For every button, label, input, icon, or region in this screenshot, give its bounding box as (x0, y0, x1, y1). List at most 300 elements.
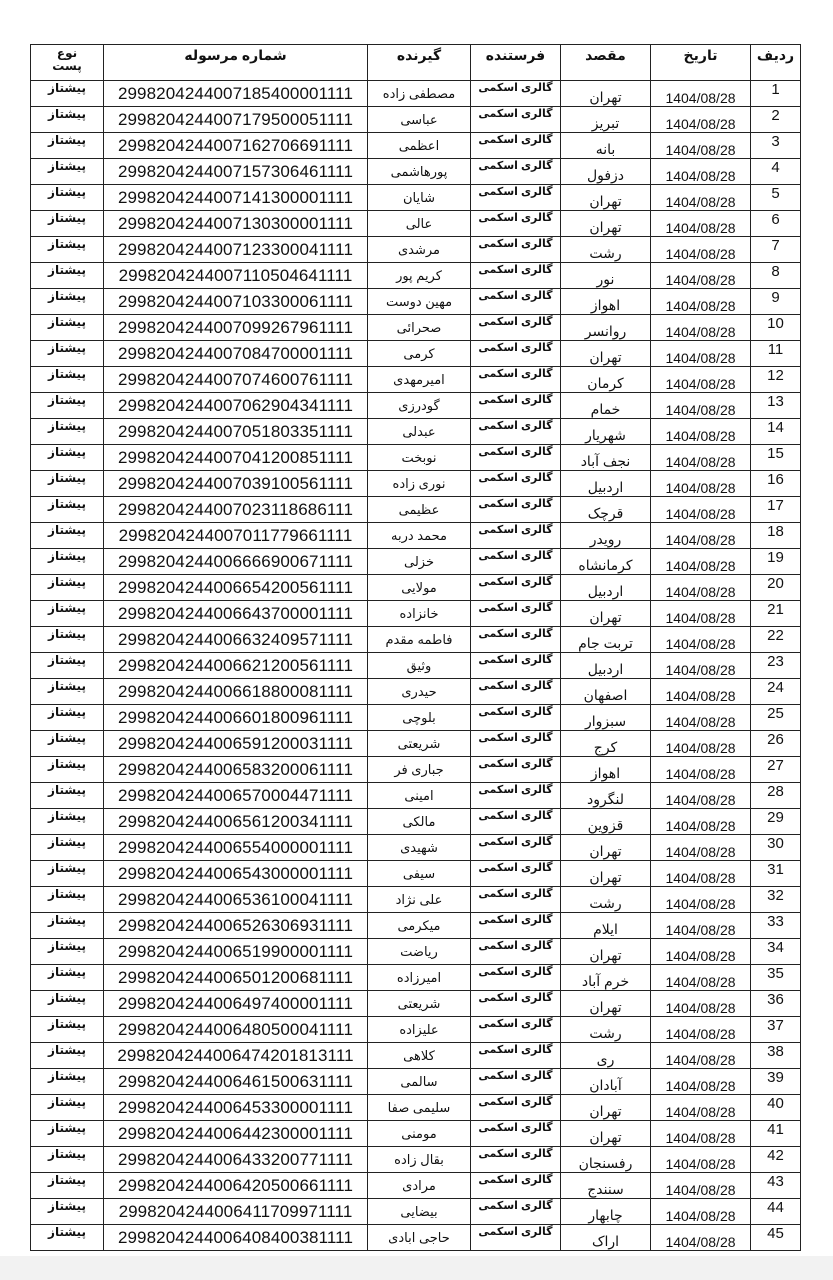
tracking-number-cell: 2998204244007062904341111 (104, 393, 368, 419)
row-number-cell: 33 (751, 913, 801, 939)
row-number-cell: 25 (751, 705, 801, 731)
sender-cell: گالری اسکمی (471, 913, 561, 939)
destination-cell: تهران (561, 1121, 651, 1147)
row-number-cell: 28 (751, 783, 801, 809)
row-number-cell: 15 (751, 445, 801, 471)
tracking-number-cell: 2998204244006570004471111 (104, 783, 368, 809)
row-number-cell: 2 (751, 107, 801, 133)
table-row (31, 757, 801, 783)
recipient-cell: فاطمه مقدم (368, 627, 471, 653)
tracking-number-cell: 2998204244006453300001111 (104, 1095, 368, 1121)
table-row (31, 81, 801, 107)
recipient-cell: بلوچی (368, 705, 471, 731)
post-type-cell: پیشتاز (31, 705, 104, 731)
tracking-number-cell: 2998204244006497400001111 (104, 991, 368, 1017)
date-cell: 1404/08/28 (651, 211, 751, 237)
post-type-cell: پیشتاز (31, 627, 104, 653)
table-row (31, 705, 801, 731)
post-type-cell: پیشتاز (31, 445, 104, 471)
destination-cell: اهواز (561, 757, 651, 783)
date-cell: 1404/08/28 (651, 341, 751, 367)
sender-cell: گالری اسکمی (471, 1017, 561, 1043)
row-number-cell: 37 (751, 1017, 801, 1043)
row-number-cell: 35 (751, 965, 801, 991)
row-number-cell: 43 (751, 1173, 801, 1199)
table-row (31, 1173, 801, 1199)
post-type-cell: پیشتاز (31, 1173, 104, 1199)
post-type-cell: پیشتاز (31, 523, 104, 549)
recipient-cell: مالکی (368, 809, 471, 835)
sender-cell: گالری اسکمی (471, 757, 561, 783)
table-row (31, 523, 801, 549)
tracking-number-cell: 2998204244006536100041111 (104, 887, 368, 913)
table-row (31, 679, 801, 705)
row-number-cell: 32 (751, 887, 801, 913)
post-type-cell: پیشتاز (31, 367, 104, 393)
destination-cell: اصفهان (561, 679, 651, 705)
post-type-cell: پیشتاز (31, 1225, 104, 1251)
post-type-cell: پیشتاز (31, 341, 104, 367)
sender-cell: گالری اسکمی (471, 1095, 561, 1121)
destination-cell: رفسنجان (561, 1147, 651, 1173)
header-row (31, 45, 801, 81)
tracking-number-cell: 2998204244006501200681111 (104, 965, 368, 991)
recipient-cell: سیفی (368, 861, 471, 887)
table-row (31, 1017, 801, 1043)
date-cell: 1404/08/28 (651, 1069, 751, 1095)
tracking-number-cell: 2998204244006591200031111 (104, 731, 368, 757)
table-row (31, 965, 801, 991)
sender-cell: گالری اسکمی (471, 445, 561, 471)
tracking-number-cell: 2998204244006420500661111 (104, 1173, 368, 1199)
table-row (31, 601, 801, 627)
destination-cell: چابهار (561, 1199, 651, 1225)
sender-cell: گالری اسکمی (471, 1173, 561, 1199)
recipient-cell: مومنی (368, 1121, 471, 1147)
sender-cell: گالری اسکمی (471, 393, 561, 419)
date-cell: 1404/08/28 (651, 445, 751, 471)
sender-cell: گالری اسکمی (471, 497, 561, 523)
sender-cell: گالری اسکمی (471, 965, 561, 991)
tracking-number-cell: 2998204244006666900671111 (104, 549, 368, 575)
row-number-cell: 13 (751, 393, 801, 419)
post-type-cell: پیشتاز (31, 1043, 104, 1069)
destination-cell: تهران (561, 861, 651, 887)
date-cell: 1404/08/28 (651, 263, 751, 289)
sender-cell: گالری اسکمی (471, 1225, 561, 1251)
table-row (31, 861, 801, 887)
destination-cell: ری (561, 1043, 651, 1069)
post-type-cell: پیشتاز (31, 549, 104, 575)
post-type-cell: پیشتاز (31, 1121, 104, 1147)
recipient-cell: امیرزاده (368, 965, 471, 991)
destination-cell: نجف آباد (561, 445, 651, 471)
destination-cell: تهران (561, 1095, 651, 1121)
sender-cell: گالری اسکمی (471, 237, 561, 263)
recipient-cell: ریاضت (368, 939, 471, 965)
post-type-cell: پیشتاز (31, 289, 104, 315)
tracking-number-cell: 2998204244007041200851111 (104, 445, 368, 471)
recipient-cell: عالی (368, 211, 471, 237)
post-type-cell: پیشتاز (31, 601, 104, 627)
table-row (31, 289, 801, 315)
table-row (31, 1069, 801, 1095)
date-cell: 1404/08/28 (651, 315, 751, 341)
sender-cell: گالری اسکمی (471, 159, 561, 185)
sender-cell: گالری اسکمی (471, 315, 561, 341)
sender-cell: گالری اسکمی (471, 1043, 561, 1069)
date-cell: 1404/08/28 (651, 1043, 751, 1069)
date-cell: 1404/08/28 (651, 601, 751, 627)
table-row (31, 887, 801, 913)
post-type-cell: پیشتاز (31, 757, 104, 783)
post-type-cell: پیشتاز (31, 1147, 104, 1173)
destination-cell: ایلام (561, 913, 651, 939)
recipient-cell: میکرمی (368, 913, 471, 939)
tracking-number-cell: 2998204244007141300001111 (104, 185, 368, 211)
header-row-number: ردیف (751, 45, 801, 81)
recipient-cell: حاجی ابادی (368, 1225, 471, 1251)
header-sender: فرستنده (471, 45, 561, 81)
tracking-number-cell: 2998204244006583200061111 (104, 757, 368, 783)
post-type-cell: پیشتاز (31, 887, 104, 913)
destination-cell: اردبیل (561, 653, 651, 679)
row-number-cell: 22 (751, 627, 801, 653)
header-destination: مقصد (561, 45, 651, 81)
row-number-cell: 40 (751, 1095, 801, 1121)
row-number-cell: 23 (751, 653, 801, 679)
row-number-cell: 42 (751, 1147, 801, 1173)
tracking-number-cell: 2998204244007157306461111 (104, 159, 368, 185)
recipient-cell: شایان (368, 185, 471, 211)
recipient-cell: خزلی (368, 549, 471, 575)
date-cell: 1404/08/28 (651, 835, 751, 861)
post-type-cell: پیشتاز (31, 835, 104, 861)
tracking-number-cell: 2998204244007179500051111 (104, 107, 368, 133)
header-recipient: گیرنده (368, 45, 471, 81)
recipient-cell: پورهاشمی (368, 159, 471, 185)
tracking-number-cell: 2998204244006621200561111 (104, 653, 368, 679)
recipient-cell: گودرزی (368, 393, 471, 419)
recipient-cell: وثیق (368, 653, 471, 679)
table-body (31, 81, 801, 1251)
date-cell: 1404/08/28 (651, 887, 751, 913)
date-cell: 1404/08/28 (651, 653, 751, 679)
table-row (31, 445, 801, 471)
post-type-cell: پیشتاز (31, 731, 104, 757)
destination-cell: رشت (561, 1017, 651, 1043)
table-row (31, 497, 801, 523)
sender-cell: گالری اسکمی (471, 471, 561, 497)
date-cell: 1404/08/28 (651, 965, 751, 991)
date-cell: 1404/08/28 (651, 367, 751, 393)
sender-cell: گالری اسکمی (471, 107, 561, 133)
table-row (31, 341, 801, 367)
row-number-cell: 27 (751, 757, 801, 783)
destination-cell: اردبیل (561, 575, 651, 601)
recipient-cell: شریعتی (368, 731, 471, 757)
header-post-type-line2: پست (52, 59, 82, 73)
row-number-cell: 3 (751, 133, 801, 159)
header-date: تاریخ (651, 45, 751, 81)
sender-cell: گالری اسکمی (471, 627, 561, 653)
shipment-table (30, 44, 801, 1251)
tracking-number-cell: 2998204244006442300001111 (104, 1121, 368, 1147)
sender-cell: گالری اسکمی (471, 1199, 561, 1225)
sender-cell: گالری اسکمی (471, 185, 561, 211)
post-type-cell: پیشتاز (31, 393, 104, 419)
row-number-cell: 6 (751, 211, 801, 237)
date-cell: 1404/08/28 (651, 81, 751, 107)
sender-cell: گالری اسکمی (471, 1147, 561, 1173)
recipient-cell: کرمی (368, 341, 471, 367)
sender-cell: گالری اسکمی (471, 887, 561, 913)
sender-cell: گالری اسکمی (471, 679, 561, 705)
recipient-cell: امیرمهدی (368, 367, 471, 393)
recipient-cell: جباری فر (368, 757, 471, 783)
table-row (31, 185, 801, 211)
row-number-cell: 18 (751, 523, 801, 549)
sender-cell: گالری اسکمی (471, 835, 561, 861)
recipient-cell: مهین دوست (368, 289, 471, 315)
destination-cell: تربت جام (561, 627, 651, 653)
date-cell: 1404/08/28 (651, 419, 751, 445)
header-post-type-line1: نوع (56, 46, 78, 60)
table-row (31, 1095, 801, 1121)
date-cell: 1404/08/28 (651, 1225, 751, 1251)
destination-cell: اردبیل (561, 471, 651, 497)
recipient-cell: نوری زاده (368, 471, 471, 497)
sender-cell: گالری اسکمی (471, 861, 561, 887)
sender-cell: گالری اسکمی (471, 289, 561, 315)
recipient-cell: اعظمی (368, 133, 471, 159)
destination-cell: رشت (561, 887, 651, 913)
sender-cell: گالری اسکمی (471, 939, 561, 965)
post-type-cell: پیشتاز (31, 133, 104, 159)
date-cell: 1404/08/28 (651, 705, 751, 731)
sender-cell: گالری اسکمی (471, 783, 561, 809)
tracking-number-cell: 2998204244006632409571111 (104, 627, 368, 653)
recipient-cell: امینی (368, 783, 471, 809)
destination-cell: تهران (561, 835, 651, 861)
page-bottom-margin (0, 1256, 833, 1280)
destination-cell: دزفول (561, 159, 651, 185)
sender-cell: گالری اسکمی (471, 419, 561, 445)
destination-cell: روانسر (561, 315, 651, 341)
recipient-cell: کریم پور (368, 263, 471, 289)
destination-cell: رشت (561, 237, 651, 263)
date-cell: 1404/08/28 (651, 159, 751, 185)
post-type-cell: پیشتاز (31, 575, 104, 601)
date-cell: 1404/08/28 (651, 783, 751, 809)
destination-cell: بانه (561, 133, 651, 159)
table-row (31, 471, 801, 497)
table-row (31, 315, 801, 341)
row-number-cell: 31 (751, 861, 801, 887)
post-type-cell: پیشتاز (31, 263, 104, 289)
row-number-cell: 5 (751, 185, 801, 211)
sender-cell: گالری اسکمی (471, 705, 561, 731)
row-number-cell: 19 (751, 549, 801, 575)
tracking-number-cell: 2998204244006461500631111 (104, 1069, 368, 1095)
destination-cell: تهران (561, 991, 651, 1017)
destination-cell: قزوین (561, 809, 651, 835)
table-row (31, 627, 801, 653)
tracking-number-cell: 2998204244006654200561111 (104, 575, 368, 601)
table-row (31, 835, 801, 861)
table-row (31, 159, 801, 185)
sender-cell: گالری اسکمی (471, 211, 561, 237)
date-cell: 1404/08/28 (651, 627, 751, 653)
date-cell: 1404/08/28 (651, 679, 751, 705)
sender-cell: گالری اسکمی (471, 653, 561, 679)
table-row (31, 991, 801, 1017)
destination-cell: اراک (561, 1225, 651, 1251)
destination-cell: اهواز (561, 289, 651, 315)
destination-cell: تهران (561, 601, 651, 627)
row-number-cell: 41 (751, 1121, 801, 1147)
sender-cell: گالری اسکمی (471, 601, 561, 627)
row-number-cell: 26 (751, 731, 801, 757)
row-number-cell: 11 (751, 341, 801, 367)
row-number-cell: 38 (751, 1043, 801, 1069)
date-cell: 1404/08/28 (651, 1017, 751, 1043)
destination-cell: رویدر (561, 523, 651, 549)
post-type-cell: پیشتاز (31, 497, 104, 523)
tracking-number-cell: 2998204244007162706691111 (104, 133, 368, 159)
tracking-number-cell: 2998204244006519900001111 (104, 939, 368, 965)
sender-cell: گالری اسکمی (471, 991, 561, 1017)
tracking-number-cell: 2998204244006411709971111 (104, 1199, 368, 1225)
date-cell: 1404/08/28 (651, 575, 751, 601)
tracking-number-cell: 2998204244007074600761111 (104, 367, 368, 393)
recipient-cell: بقال زاده (368, 1147, 471, 1173)
destination-cell: کرمانشاه (561, 549, 651, 575)
destination-cell: خمام (561, 393, 651, 419)
tracking-number-cell: 2998204244007011779661111 (104, 523, 368, 549)
tracking-number-cell: 2998204244007185400001111 (104, 81, 368, 107)
post-type-cell: پیشتاز (31, 159, 104, 185)
date-cell: 1404/08/28 (651, 237, 751, 263)
recipient-cell: سالمی (368, 1069, 471, 1095)
date-cell: 1404/08/28 (651, 1147, 751, 1173)
tracking-number-cell: 2998204244006618800081111 (104, 679, 368, 705)
recipient-cell: سلیمی صفا (368, 1095, 471, 1121)
recipient-cell: مصطفی زاده (368, 81, 471, 107)
table-row (31, 1199, 801, 1225)
tracking-number-cell: 2998204244007099267961111 (104, 315, 368, 341)
sender-cell: گالری اسکمی (471, 575, 561, 601)
tracking-number-cell: 2998204244006408400381111 (104, 1225, 368, 1251)
post-type-cell: پیشتاز (31, 107, 104, 133)
recipient-cell: عبدلی (368, 419, 471, 445)
table-row (31, 939, 801, 965)
sender-cell: گالری اسکمی (471, 263, 561, 289)
destination-cell: آبادان (561, 1069, 651, 1095)
table-row (31, 1225, 801, 1251)
recipient-cell: محمد دربه (368, 523, 471, 549)
destination-cell: نور (561, 263, 651, 289)
row-number-cell: 20 (751, 575, 801, 601)
table-row (31, 237, 801, 263)
row-number-cell: 34 (751, 939, 801, 965)
date-cell: 1404/08/28 (651, 393, 751, 419)
sender-cell: گالری اسکمی (471, 523, 561, 549)
post-type-cell: پیشتاز (31, 185, 104, 211)
row-number-cell: 45 (751, 1225, 801, 1251)
destination-cell: کرمان (561, 367, 651, 393)
sender-cell: گالری اسکمی (471, 731, 561, 757)
post-type-cell: پیشتاز (31, 471, 104, 497)
table-row (31, 809, 801, 835)
recipient-cell: بیضایی (368, 1199, 471, 1225)
row-number-cell: 21 (751, 601, 801, 627)
tracking-number-cell: 2998204244007110504641111 (104, 263, 368, 289)
date-cell: 1404/08/28 (651, 861, 751, 887)
tracking-number-cell: 2998204244007023118686111 (104, 497, 368, 523)
row-number-cell: 17 (751, 497, 801, 523)
row-number-cell: 8 (751, 263, 801, 289)
date-cell: 1404/08/28 (651, 913, 751, 939)
tracking-number-cell: 2998204244007103300061111 (104, 289, 368, 315)
post-type-cell: پیشتاز (31, 861, 104, 887)
destination-cell: سنندج (561, 1173, 651, 1199)
post-type-cell: پیشتاز (31, 783, 104, 809)
recipient-cell: عباسی (368, 107, 471, 133)
post-type-cell: پیشتاز (31, 653, 104, 679)
post-type-cell: پیشتاز (31, 991, 104, 1017)
post-type-cell: پیشتاز (31, 1017, 104, 1043)
date-cell: 1404/08/28 (651, 523, 751, 549)
table-row (31, 1043, 801, 1069)
destination-cell: تهران (561, 939, 651, 965)
tracking-number-cell: 2998204244006433200771111 (104, 1147, 368, 1173)
recipient-cell: علی نژاد (368, 887, 471, 913)
recipient-cell: مرادی (368, 1173, 471, 1199)
destination-cell: تهران (561, 341, 651, 367)
table-row (31, 211, 801, 237)
post-type-cell: پیشتاز (31, 81, 104, 107)
date-cell: 1404/08/28 (651, 991, 751, 1017)
destination-cell: لنگرود (561, 783, 651, 809)
row-number-cell: 14 (751, 419, 801, 445)
recipient-cell: حیدری (368, 679, 471, 705)
sender-cell: گالری اسکمی (471, 549, 561, 575)
date-cell: 1404/08/28 (651, 1121, 751, 1147)
row-number-cell: 12 (751, 367, 801, 393)
sender-cell: گالری اسکمی (471, 81, 561, 107)
table-row (31, 783, 801, 809)
date-cell: 1404/08/28 (651, 757, 751, 783)
tracking-number-cell: 2998204244007039100561111 (104, 471, 368, 497)
destination-cell: تبریز (561, 107, 651, 133)
table-row (31, 393, 801, 419)
table-row (31, 419, 801, 445)
table-row (31, 1147, 801, 1173)
date-cell: 1404/08/28 (651, 549, 751, 575)
table-row (31, 575, 801, 601)
table-row (31, 731, 801, 757)
recipient-cell: کلاهی (368, 1043, 471, 1069)
row-number-cell: 4 (751, 159, 801, 185)
destination-cell: قرچک (561, 497, 651, 523)
table-row (31, 653, 801, 679)
table-row (31, 133, 801, 159)
table-row (31, 1121, 801, 1147)
recipient-cell: صحرائی (368, 315, 471, 341)
row-number-cell: 29 (751, 809, 801, 835)
recipient-cell: نوبخت (368, 445, 471, 471)
